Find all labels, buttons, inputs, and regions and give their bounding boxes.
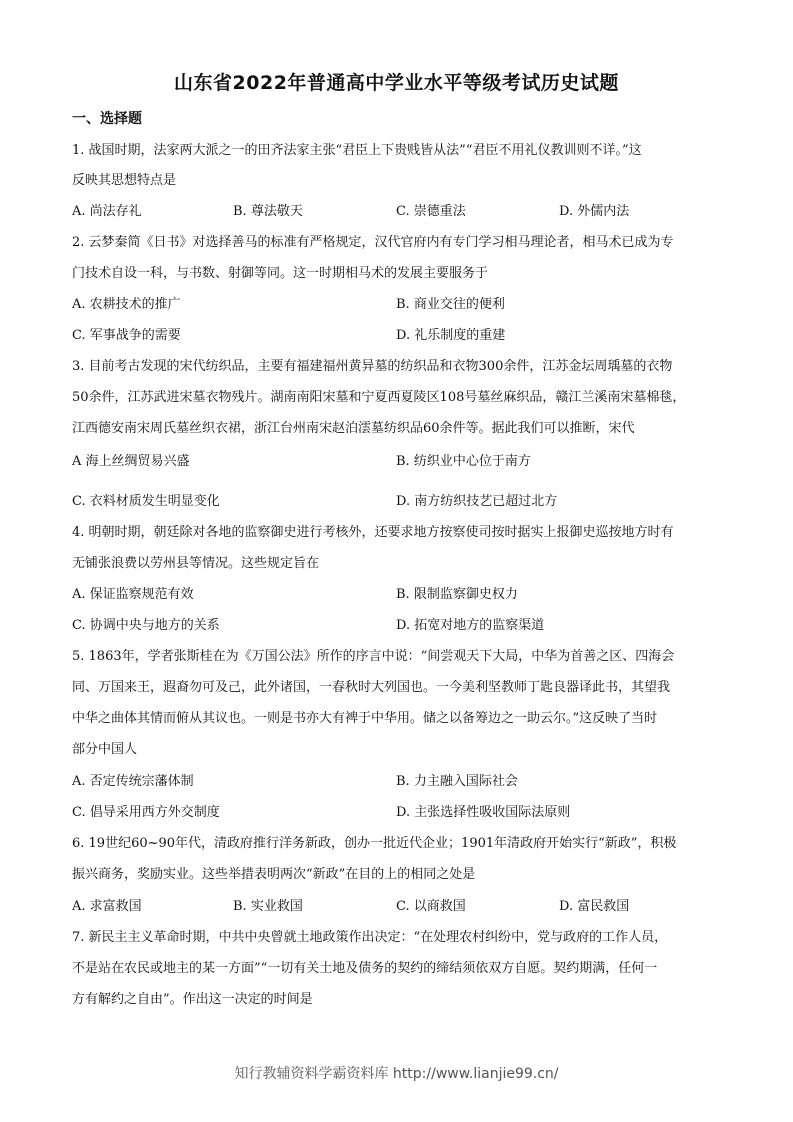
question-3-line-3: 江西德安南宋周氏墓丝织衣裙，浙江台州南宋赵泊澐墓纺织品60余件等。据此我们可以推断，宋代 bbox=[72, 421, 635, 436]
question-4-option-a: A. 保证监察规范有效 bbox=[72, 587, 194, 602]
question-6-option-d: D. 富民救国 bbox=[559, 899, 630, 914]
question-5-option-b: B. 力主融入国际社会 bbox=[396, 774, 518, 789]
question-2-line-2: 门技术自设一科，与书数、射御等同。这一时期相马术的发展主要服务于 bbox=[72, 266, 489, 281]
question-4-line-1: 4. 明朝时期，朝廷除对各地的监察御史进行考核外，还要求地方按察使司按时据实上报御史巡按地方时有 bbox=[72, 525, 674, 540]
question-1-line-1: 1. 战国时期，法家两大派之一的田齐法家主张“君臣上下贵贱皆从法”“君臣不用礼仪教训则不详。”这 bbox=[72, 143, 642, 158]
question-5-line-3: 中华之曲体其情而俯从其议也。一则是书亦大有裨于中华用。储之以备筹边之一助云尔。”这反映了当时 bbox=[72, 711, 658, 726]
question-2-line-1: 2. 云梦秦简《日书》对选择善马的标准有严格规定，汉代官府内有专门学习相马理论者，相马术已成为专 bbox=[72, 235, 674, 250]
question-5-line-4: 部分中国人 bbox=[72, 742, 138, 757]
question-6-line-2: 振兴商务，奖励实业。这些举措表明两次“新政”在目的上的相同之处是 bbox=[72, 867, 476, 882]
section-heading: 一、选择题 bbox=[72, 111, 142, 127]
question-6-option-c: C. 以商救国 bbox=[396, 899, 466, 914]
question-5-option-c: C. 倡导采用西方外交制度 bbox=[72, 805, 220, 820]
question-3-option-c: C. 衣料材质发生明显变化 bbox=[72, 494, 220, 509]
question-2-option-b: B. 商业交往的便利 bbox=[396, 297, 505, 312]
question-2-option-c: C. 军事战争的需要 bbox=[72, 328, 181, 343]
question-5-option-d: D. 主张选择性吸收国际法原则 bbox=[396, 805, 571, 820]
question-1-option-a: A. 尚法存礼 bbox=[72, 204, 142, 219]
question-5-option-a: A. 否定传统宗藩体制 bbox=[72, 774, 194, 789]
page-title: 山东省2022年普通高中学业水平等级考试历史试题 bbox=[174, 72, 619, 94]
question-1-line-2: 反映其思想特点是 bbox=[72, 173, 177, 188]
question-3-line-1: 3. 目前考古发现的宋代纺织品，主要有福建福州黄异墓的纺织品和衣物300余件，江苏金坛周瑀墓的衣物 bbox=[72, 359, 673, 374]
question-2-option-d: D. 礼乐制度的重建 bbox=[396, 328, 506, 343]
question-1-option-c: C. 崇德重法 bbox=[396, 204, 466, 219]
question-3-line-2: 50余件，江苏武进宋墓衣物残片。湖南南阳宋墓和宁夏西夏陵区108号墓丝麻织品，赣江兰溪南宋墓棉毯， bbox=[72, 390, 686, 405]
question-3-option-b: B. 纺织业中心位于南方 bbox=[396, 454, 531, 469]
footer-watermark: 知行教辅资料学霸资料库 http://www.lianjie99.cn/ bbox=[234, 1066, 559, 1082]
question-5-line-1: 5. 1863年，学者张斯桂在为《万国公法》所作的序言中说：“间尝观天下大局，中华为首善之区、四海会 bbox=[72, 649, 675, 664]
question-1-option-d: D. 外儒内法 bbox=[559, 204, 630, 219]
question-7-line-2: 不是站在农民或地主的某一方面”“一切有关土地及债务的契约的缔结须依双方自愿。契约期满，任何一 bbox=[72, 961, 658, 976]
question-4-option-d: D. 拓宽对地方的监察渠道 bbox=[396, 618, 545, 633]
question-6-option-a: A. 求富救国 bbox=[72, 899, 142, 914]
question-3-option-a: A 海上丝绸贸易兴盛 bbox=[72, 454, 190, 469]
question-4-option-b: B. 限制监察御史权力 bbox=[396, 587, 518, 602]
question-5-line-2: 同、万国来王，遐裔勿可及己，此外诸国，一春秋时大列国也。一今美利坚教师丁匙良器译此书，其望我 bbox=[72, 680, 671, 695]
question-7-line-1: 7. 新民主主义革命时期，中共中央曾就土地政策作出决定：“在处理农村纠纷中，党与政府的工作人员， bbox=[72, 930, 668, 945]
question-6-option-b: B. 实业救国 bbox=[233, 899, 303, 914]
question-7-line-3: 方有解约之自由”。作出这一决定的时间是 bbox=[72, 992, 313, 1007]
question-2-option-a: A. 农耕技术的推广 bbox=[72, 297, 181, 312]
question-4-option-c: C. 协调中央与地方的关系 bbox=[72, 618, 220, 633]
question-3-option-d: D. 南方纺织技艺已超过北方 bbox=[396, 494, 558, 509]
question-6-line-1: 6. 19世纪60~90年代，清政府推行洋务新政，创办一批近代企业；1901年清政府开始实行“新政”，积极 bbox=[72, 836, 677, 851]
question-4-line-2: 无铺张浪费以劳州县等情况。这些规定旨在 bbox=[72, 556, 320, 571]
question-1-option-b: B. 尊法敬天 bbox=[233, 204, 303, 219]
